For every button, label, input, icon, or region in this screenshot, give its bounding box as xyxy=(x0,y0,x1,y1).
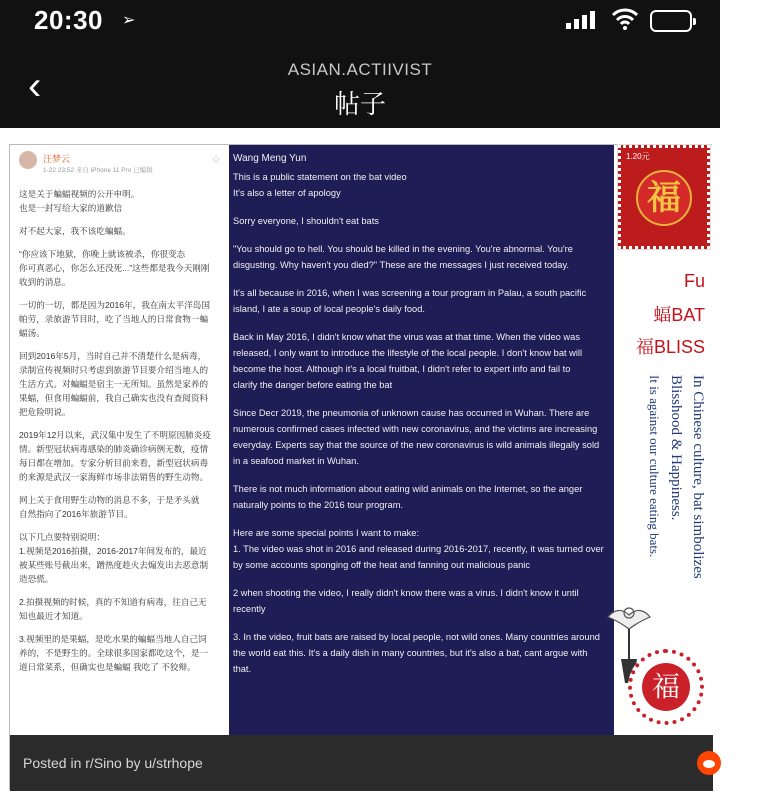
weibo-paragraph: 一切的一切，都是因为2016年，我在南太平洋岛国 帕劳，录旅游节目时，吃了当地人的日常食物一蝙 蝠汤。 xyxy=(19,300,210,338)
translation-paragraph: This is a public statement on the bat video It's also a letter of apology xyxy=(233,172,407,198)
weibo-paragraph: 2019年12月以来，武汉集中发生了不明原因肺炎疫 情。新型冠状病毒感染的肺炎确诊病例无数，疫情 每日都在增加。专家分析目前来看，新型冠状病毒 的来源是武汉一家海鲜市场非法销售的野生动物。 xyxy=(19,430,211,482)
bliss-label: 福BLISS xyxy=(635,337,705,357)
location-arrow-icon: ➢ xyxy=(122,12,136,29)
vertical-line-3: It is against our culture eating bats. xyxy=(647,375,662,558)
vertical-line-1: In Chinese culture, bat simbolizes xyxy=(690,375,706,579)
stamp-value: 1.20元 xyxy=(626,152,650,161)
english-translation xyxy=(229,145,614,735)
reddit-wordmark: reddit xyxy=(725,753,768,772)
translation-paragraph: Since Decr 2019, the pneumonia of unknown cause has occurred in Wuhan. There are numerous confirmed cases infected with new coronavirus, and the victims are increasing everyday. Experts say that the source of the new coronavirus is wild animals illegally sold in a seafood market in Wuhan. xyxy=(233,408,600,466)
avatar xyxy=(19,151,37,169)
page-title: 帖子 xyxy=(333,89,386,119)
translation-paragraph: "You should go to hell. You should be killed in the evening. You're abnormal. You're disgusting. Why haven't you died?" These are the messages I just received today. xyxy=(233,244,573,270)
fu-label: Fu xyxy=(683,271,705,291)
weibo-paragraph: 对不起大家，我不该吃蝙蝠。 xyxy=(19,226,131,236)
culture-panel xyxy=(614,145,713,735)
wifi-icon xyxy=(612,8,638,30)
weibo-paragraph: 3.视频里的是果蝠，是吃水果的蝙蝠当地人自己饲 养的，不是野生的。全球很多国家都吃这个，是一 道日常菜系，但确实也是蝙蝠 我吃了 不狡辩。 xyxy=(19,634,209,672)
nav-bar xyxy=(0,44,720,128)
translation-paragraph: 3. In the video, fruit bats are raised by local people, not wild ones. Many countries around the world eat this. It's a daily dish in many countries, but it's also a bat, cant argue with that. xyxy=(233,632,600,674)
fu-stamp-image xyxy=(618,145,710,249)
translation-paragraph: Back in May 2016, I didn't know what the virus was at that time. When the video was released, I only want to introduce the lifestyle of the local people. I don't know bat will become the host. Although it's a local fruitbat, I didn't refer to expert info and fail to clarify the danger before eating the bat xyxy=(233,332,583,390)
bat-label: 蝠BAT xyxy=(653,305,705,325)
account-name[interactable]: ASIAN.ACTIIVIST xyxy=(287,60,433,79)
weibo-meta: 1-22 23:52 来自 iPhone 11 Pro 已编辑 xyxy=(43,167,153,174)
star-icon: ☆ xyxy=(211,154,221,166)
translation-author: Wang Meng Yun xyxy=(233,153,307,164)
status-bar xyxy=(0,0,720,44)
vertical-line-2: Blisshood & Happiness. xyxy=(668,375,684,521)
papercut-image xyxy=(628,649,704,725)
translation-paragraph: 2 when shooting the video, I really didn't know there was a virus. I didn't know it until recently xyxy=(233,588,579,614)
weibo-paragraph: 网上关于食用野生动物的消息不多，于是矛头就 自然指向了2016年旅游节目。 xyxy=(19,495,200,519)
signal-icon xyxy=(566,11,600,29)
translation-paragraph: It's all because in 2016, when I was screening a tour program in Palau, a south pacific island, I ate a soup of local people's daily food. xyxy=(233,288,587,314)
reddit-icon xyxy=(697,751,721,775)
post-image[interactable] xyxy=(9,144,768,790)
weibo-body xyxy=(19,187,221,674)
weibo-username: 汪梦云 xyxy=(43,154,71,164)
weibo-screenshot xyxy=(10,145,229,735)
stamp-fu-character: 福 xyxy=(636,170,692,226)
post-footer xyxy=(10,735,768,791)
translation-paragraph: Sorry everyone, I shouldn't eat bats xyxy=(233,216,379,226)
posted-in-label[interactable]: Posted in r/Sino by u/strhope xyxy=(23,755,203,771)
translation-body xyxy=(233,169,614,677)
translation-paragraph: Here are some special points I want to make: 1. The video was shot in 2016 and released during 2016-2017, recently, it was turned over by some accounts sponging off the heat and fanning out malicious panic xyxy=(233,528,604,570)
clock: 20:30 xyxy=(34,5,103,35)
weibo-paragraph: 以下几点要特别说明： 1.视频是2016拍摄，2016-2017年间发布的，最近 被某些账号截出来，蹭热度趁火去煽发出去恶意制 造恐慌。 xyxy=(19,532,209,584)
weibo-paragraph: 回到2016年5月，当时自己并不清楚什么是病毒， 录制宣传视频时只考虑到旅游节目要介绍当地人的 生活方式。对蝙蝠是宿主一无所知。虽然是家养的 果蝠，但食用蝙蝠前，我自己确实也没有查阅资料 把危险明说。 xyxy=(19,351,209,417)
post-area xyxy=(0,128,768,792)
weibo-paragraph: “你应该下地狱，你晚上就该被杀，你很变态 你可真恶心，你怎么还没死...”这些都是我今天刚刚 收到的消息。 xyxy=(19,249,210,287)
weibo-paragraph: 2.拍摄视频的时候，真的不知道有病毒，往自己无 知也最近才知道。 xyxy=(19,597,207,621)
back-chevron-icon[interactable]: ‹ xyxy=(28,64,42,108)
weibo-header xyxy=(19,151,221,187)
translation-paragraph: There is not much information about eating wild animals on the Internet, so the anger naturally points to the 2016 tour program. xyxy=(233,484,583,510)
weibo-paragraph: 这是关于蝙蝠视频的公开申明。 也是一封写给大家的道歉信 xyxy=(19,189,140,213)
papercut-fu-character: 福 xyxy=(642,663,690,711)
battery-icon xyxy=(650,10,692,32)
